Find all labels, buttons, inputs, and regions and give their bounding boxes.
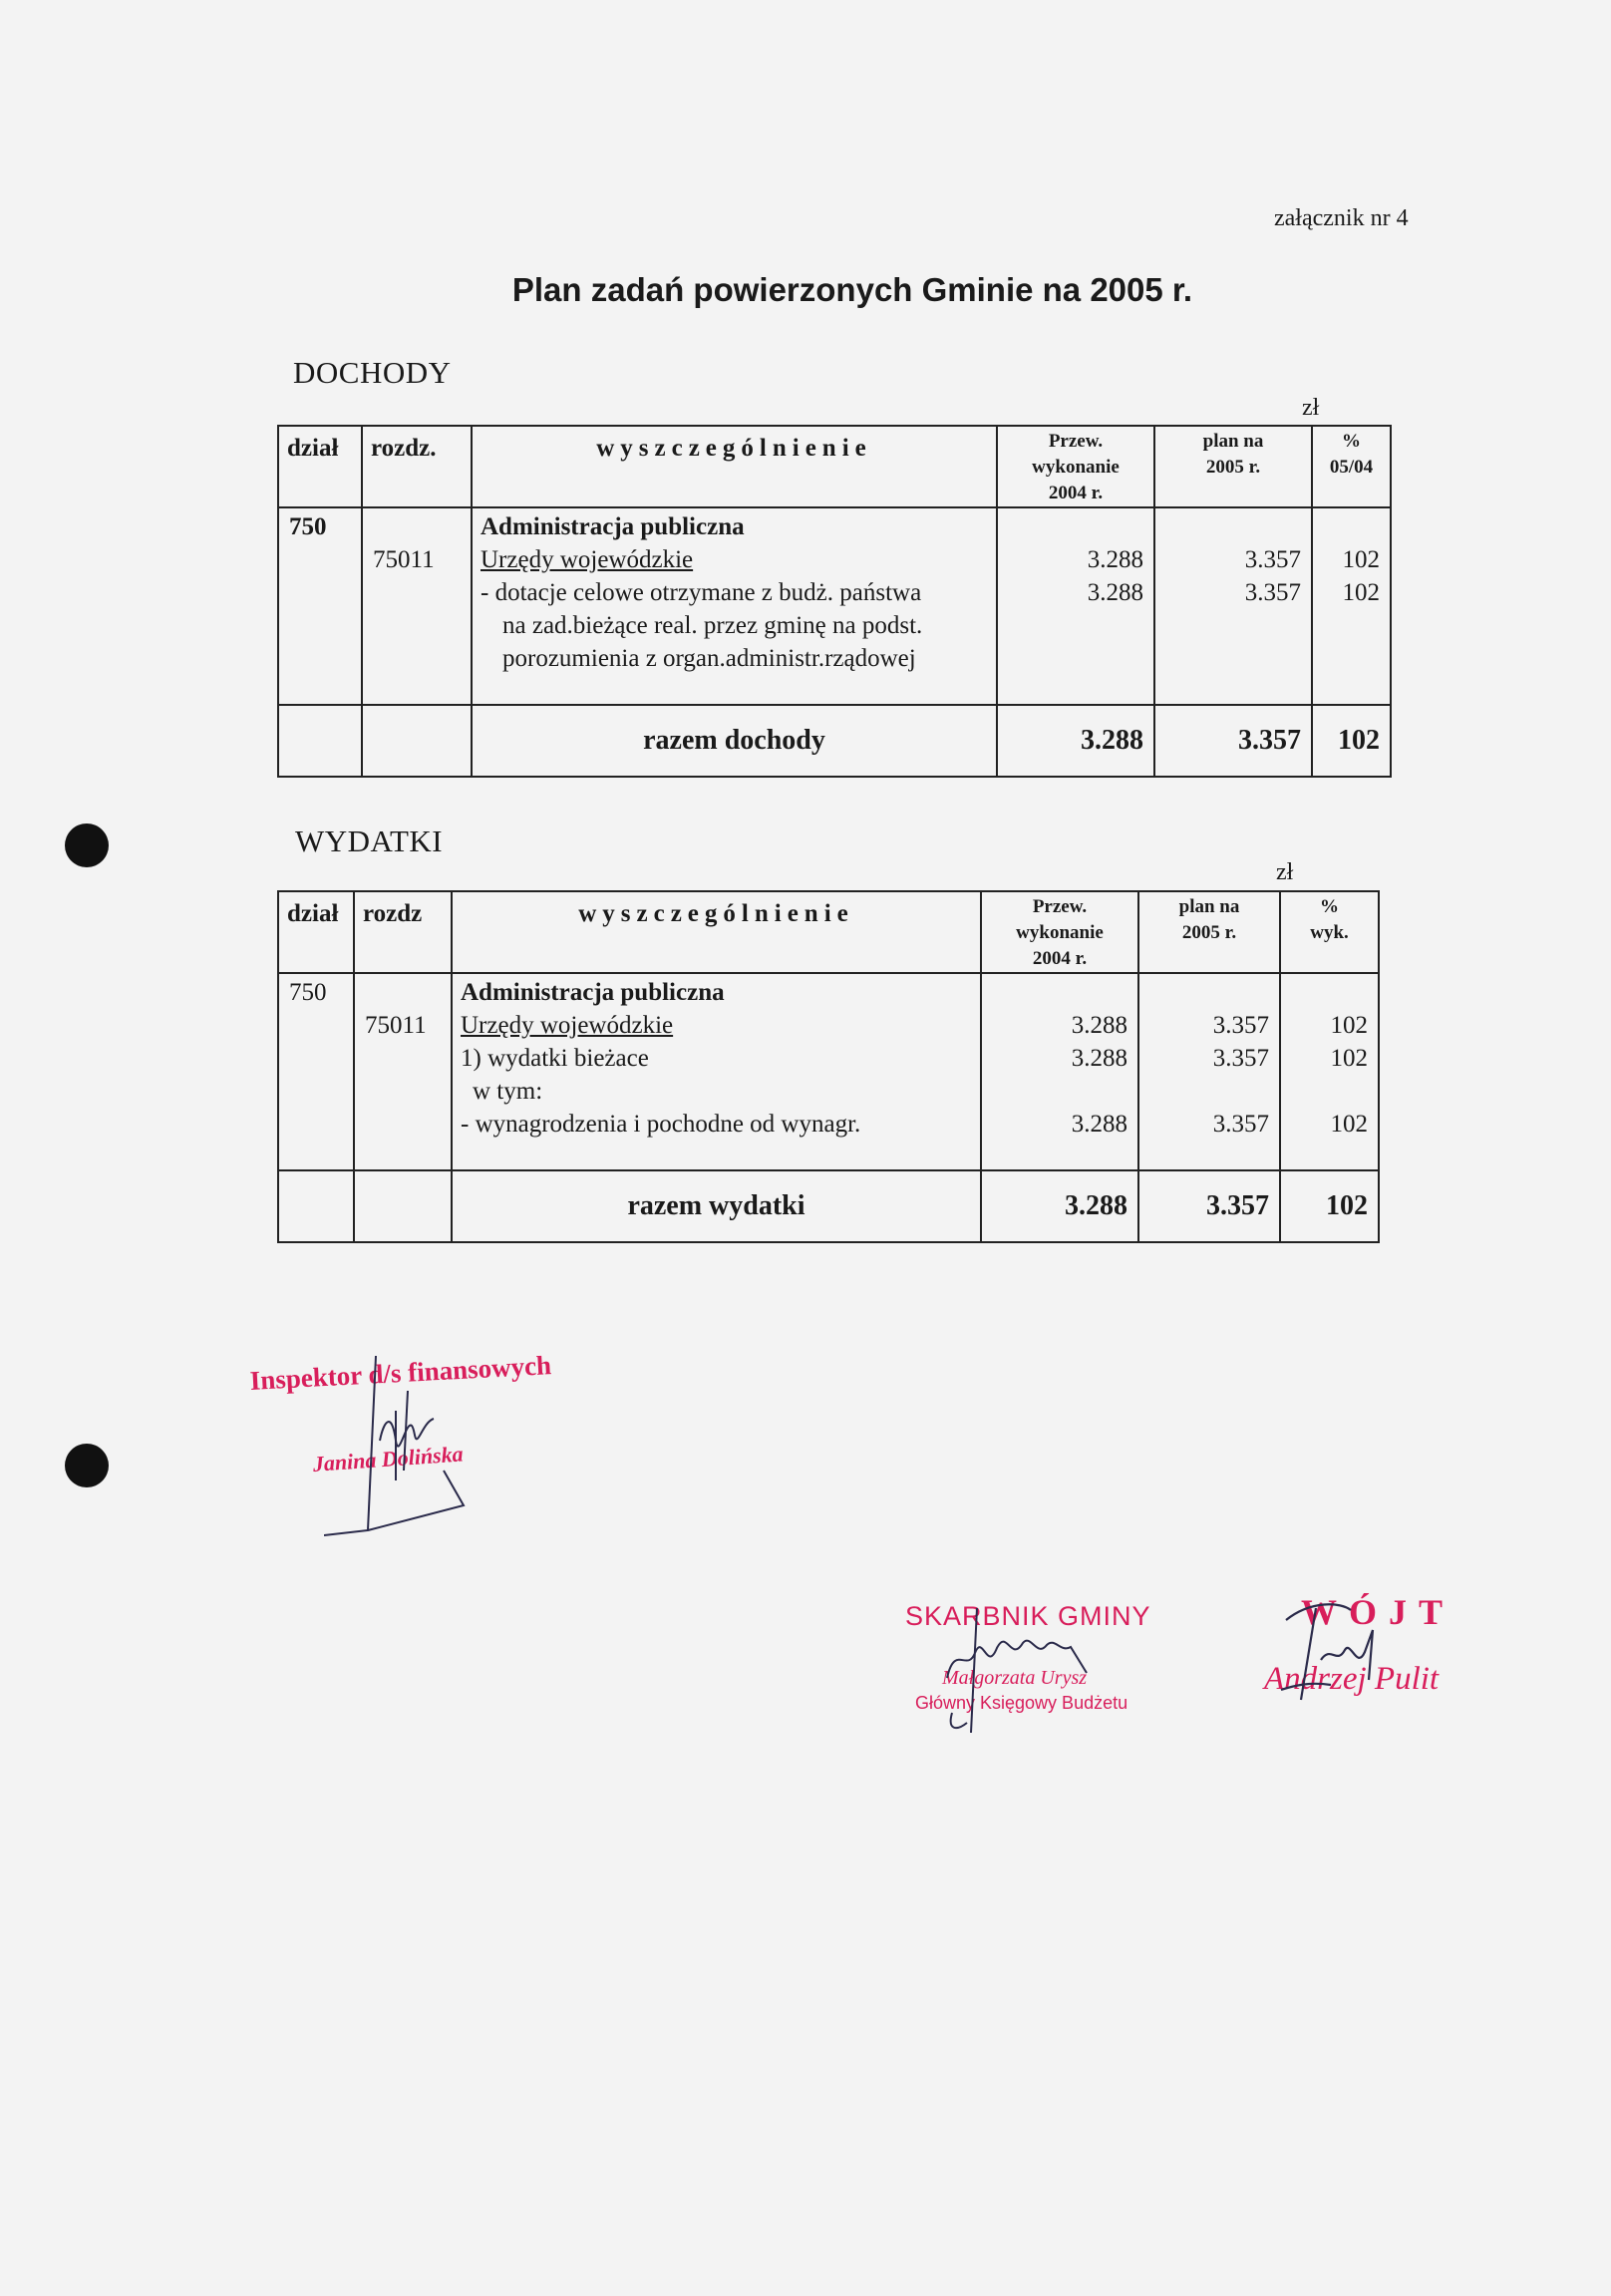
expenses-plan-value: 3.357 (1212, 1012, 1269, 1039)
expenses-header-przew-line: wykonanie (1016, 922, 1104, 943)
expenses-sum-label: razem wydatki (452, 1170, 981, 1242)
income-plan-value: 3.357 (1244, 579, 1301, 606)
income-pct-value: 102 (1342, 546, 1380, 573)
expenses-desc-line: Administracja publiczna (461, 979, 725, 1006)
expenses-desc-line: - wynagrodzenia i pochodne od wynagr. (461, 1111, 861, 1138)
expenses-przew-value (982, 1075, 1128, 1108)
income-header-pct (1312, 426, 1391, 507)
income-table (277, 425, 1392, 778)
expenses-header-plan (1138, 891, 1280, 973)
expenses-sum-przew: 3.288 (981, 1170, 1138, 1242)
attachment-label: załącznik nr 4 (1274, 205, 1409, 231)
income-header-row (278, 426, 1391, 507)
expenses-desc-cell (452, 973, 981, 1170)
mayor-stamp-name: Andrzej Pulit (1264, 1661, 1440, 1697)
income-przew-value: 3.288 (1087, 579, 1143, 606)
expenses-pct-cell (1280, 973, 1379, 1170)
income-desc-line: Urzędy wojewódzkie (481, 546, 694, 573)
income-sum-empty-rozdz (362, 705, 472, 777)
expenses-przew-cell (981, 973, 1138, 1170)
income-header-plan-line: plan na (1202, 431, 1264, 452)
income-header-przew-line: 2004 r. (1048, 483, 1104, 503)
income-sum-pct: 102 (1312, 705, 1391, 777)
income-header-pct-line: 05/04 (1329, 457, 1374, 478)
punch-hole-bottom (65, 1444, 109, 1487)
expenses-header-pct-line: wyk. (1310, 922, 1349, 943)
expenses-pct-value: 102 (1330, 1012, 1368, 1039)
expenses-unit: zł (1276, 859, 1294, 885)
expenses-pct-value (1281, 1075, 1368, 1108)
mayor-stamp-title: WÓJT (1301, 1592, 1455, 1632)
income-desc-line: porozumienia z organ.administr.rządowej (502, 645, 916, 672)
expenses-przew-value: 3.288 (1071, 1045, 1128, 1072)
income-plan-cell (1154, 507, 1312, 705)
income-desc-cell (472, 507, 997, 705)
treasurer-stamp-title: SKARBNIK GMINY (905, 1601, 1151, 1631)
expenses-sum-pct: 102 (1280, 1170, 1379, 1242)
income-desc-line: - dotacje celowe otrzymane z budż. państwa (481, 579, 922, 606)
income-body-row (278, 507, 1391, 705)
expenses-section-label: WYDATKI (295, 823, 444, 858)
inspector-stamp-title: Inspektor d/s finansowych (249, 1350, 552, 1396)
page-title: Plan zadań powierzonych Gminie na 2005 r. (511, 271, 1193, 308)
income-sum-przew: 3.288 (997, 705, 1154, 777)
expenses-plan-value: 3.357 (1212, 1111, 1269, 1138)
expenses-plan-cell (1138, 973, 1280, 1170)
income-header-przew-line: Przew. (1048, 431, 1104, 452)
expenses-plan-value (1139, 1075, 1269, 1108)
expenses-desc-line: Urzędy wojewódzkie (461, 1012, 674, 1039)
expenses-sum-empty-rozdz (354, 1170, 452, 1242)
income-sum-empty-dzial (278, 705, 362, 777)
expenses-sum-plan: 3.357 (1138, 1170, 1280, 1242)
income-header-plan (1154, 426, 1312, 507)
income-header-przew (997, 426, 1154, 507)
inspector-signature (324, 1351, 483, 1540)
income-pct-cell (1312, 507, 1391, 705)
expenses-table (277, 890, 1380, 1243)
expenses-header-row (278, 891, 1379, 973)
expenses-header-rozdz: rozdz (354, 891, 452, 973)
income-header-rozdz: rozdz. (362, 426, 472, 507)
expenses-header-przew-line: 2004 r. (1032, 948, 1088, 969)
expenses-rozdz-cell: 75011 (354, 973, 452, 1170)
expenses-pct-value: 102 (1330, 1045, 1368, 1072)
expenses-header-plan-line: plan na (1178, 896, 1240, 917)
income-sum-row (278, 705, 1391, 777)
expenses-desc-line: 1) wydatki bieżace (461, 1045, 649, 1072)
income-header-przew-line: wykonanie (1032, 457, 1120, 478)
expenses-dzial-cell: 750 (278, 973, 354, 1170)
income-dzial-cell: 750 (278, 507, 362, 705)
punch-hole-top (65, 823, 109, 867)
expenses-header-dzial: dział (278, 891, 354, 973)
treasurer-stamp-role: Główny Księgowy Budżetu (915, 1693, 1128, 1713)
income-sum-plan: 3.357 (1154, 705, 1312, 777)
treasurer-stamp-name: Małgorzata Urysz (942, 1667, 1088, 1689)
income-section-label: DOCHODY (293, 355, 452, 390)
expenses-header-pct-line: % (1320, 896, 1339, 917)
inspector-stamp-name: Janina Dolińska (312, 1441, 465, 1476)
expenses-header-pct (1280, 891, 1379, 973)
income-unit: zł (1302, 395, 1320, 421)
expenses-pct-value: 102 (1330, 1111, 1368, 1138)
expenses-desc-line: w tym: (473, 1078, 543, 1105)
mayor-signature (1261, 1590, 1411, 1710)
income-header-desc: wyszczególnienie (472, 426, 997, 507)
income-plan-value: 3.357 (1244, 546, 1301, 573)
income-przew-cell (997, 507, 1154, 705)
expenses-header-przew-line: Przew. (1032, 896, 1088, 917)
income-sum-label: razem dochody (472, 705, 997, 777)
expenses-header-desc: wyszczególnienie (452, 891, 981, 973)
expenses-body-row (278, 973, 1379, 1170)
income-desc-line: Administracja publiczna (481, 513, 745, 540)
income-przew-value: 3.288 (1087, 546, 1143, 573)
expenses-plan-value: 3.357 (1212, 1045, 1269, 1072)
expenses-header-przew (981, 891, 1138, 973)
income-rozdz-cell: 75011 (362, 507, 472, 705)
expenses-header-plan-line: 2005 r. (1181, 922, 1237, 943)
income-desc-line: na zad.bieżące real. przez gminę na podst. (502, 612, 923, 639)
income-header-pct-line: % (1342, 431, 1361, 452)
income-header-plan-line: 2005 r. (1205, 457, 1261, 478)
expenses-sum-row (278, 1170, 1379, 1242)
expenses-przew-value: 3.288 (1071, 1111, 1128, 1138)
income-pct-value: 102 (1342, 579, 1380, 606)
expenses-sum-empty-dzial (278, 1170, 354, 1242)
expenses-przew-value: 3.288 (1071, 1012, 1128, 1039)
income-header-dzial: dział (278, 426, 362, 507)
treasurer-signature (927, 1603, 1166, 1743)
